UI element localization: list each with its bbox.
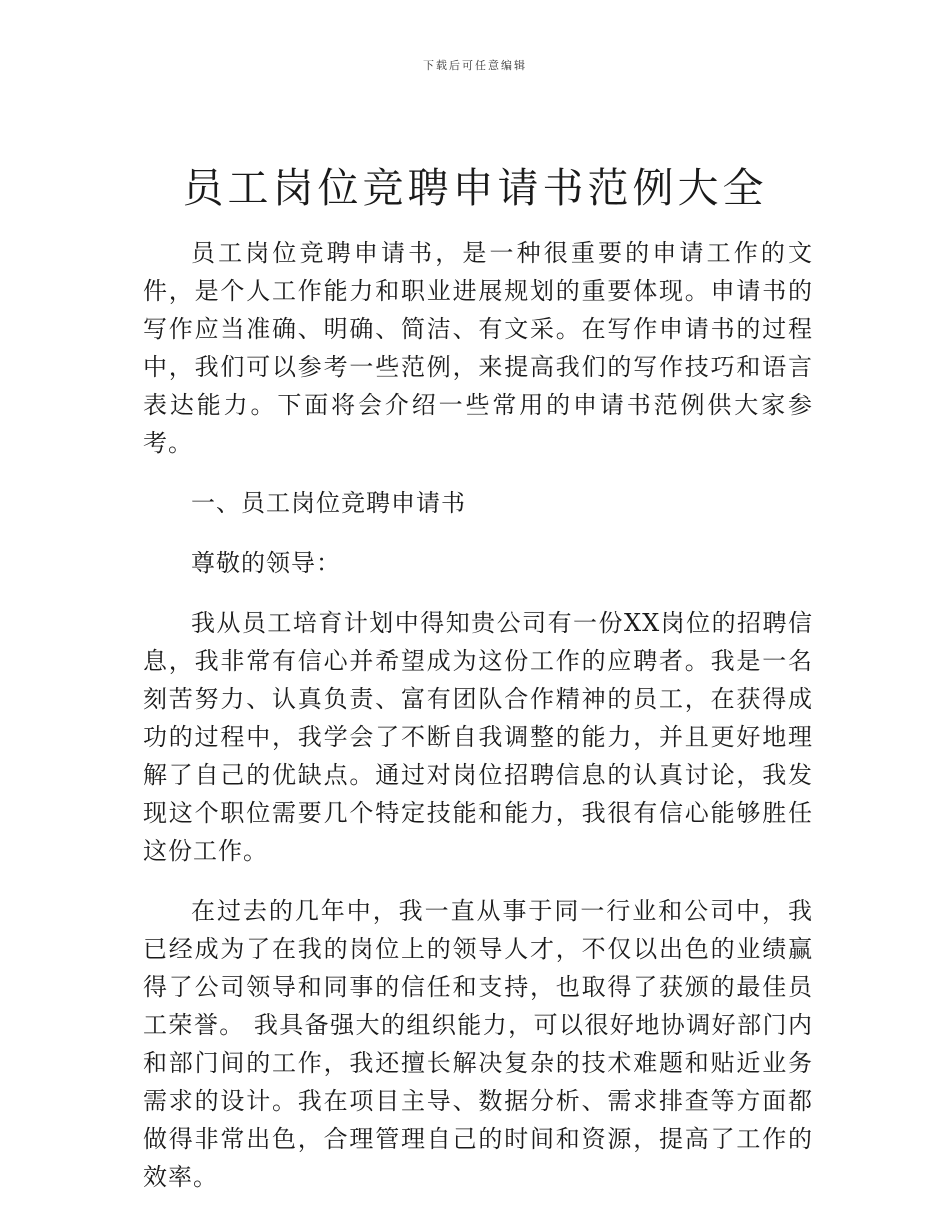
body-paragraph: 在过去的几年中，我一直从事于同一行业和公司中，我已经成为了在我的岗位上的领导人才，不仅以出色的业绩赢得了公司领导和同事的信任和支持，也取得了获颁的最佳员工荣誉。 我具备强大的组织能力，可以很好地协调好部门内和部门间的工作，我还擅长解决复杂的技术难题和贴近业务需求的设计。我在项目主导、数据分析、需求排查等方面都做得非常出色，合理管理自己的时间和资源，提高了工作的效率。 (143, 897, 813, 1191)
page-header-note: 下载后可任意编辑 (423, 59, 527, 72)
document-body (143, 234, 813, 1218)
body-paragraph: 我从员工培育计划中得知贵公司有一份XX岗位的招聘信息，我非常有信心并希望成为这份工作的应聘者。我是一名刻苦努力、认真负责、富有团队合作精神的员工，在获得成功的过程中，我学会了不断自我调整的能力，并且更好地理解了自己的优缺点。通过对岗位招聘信息的认真讨论，我发现这个职位需要几个特定技能和能力，我很有信心能够胜任这份工作。 (143, 609, 813, 865)
intro-paragraph: 员工岗位竞聘申请书，是一种很重要的申请工作的文件，是个人工作能力和职业进展规划的重要体现。申请书的写作应当准确、明确、简洁、有文采。在写作申请书的过程中，我们可以参考一些范例，来提高我们的写作技巧和语言表达能力。下面将会介绍一些常用的申请书范例供大家参考。 (143, 239, 813, 457)
document-title: 员工岗位竞聘申请书范例大全 (182, 164, 768, 212)
salutation: 尊敬的领导： (191, 549, 341, 577)
section-heading: 一、员工岗位竞聘申请书 (191, 489, 466, 517)
